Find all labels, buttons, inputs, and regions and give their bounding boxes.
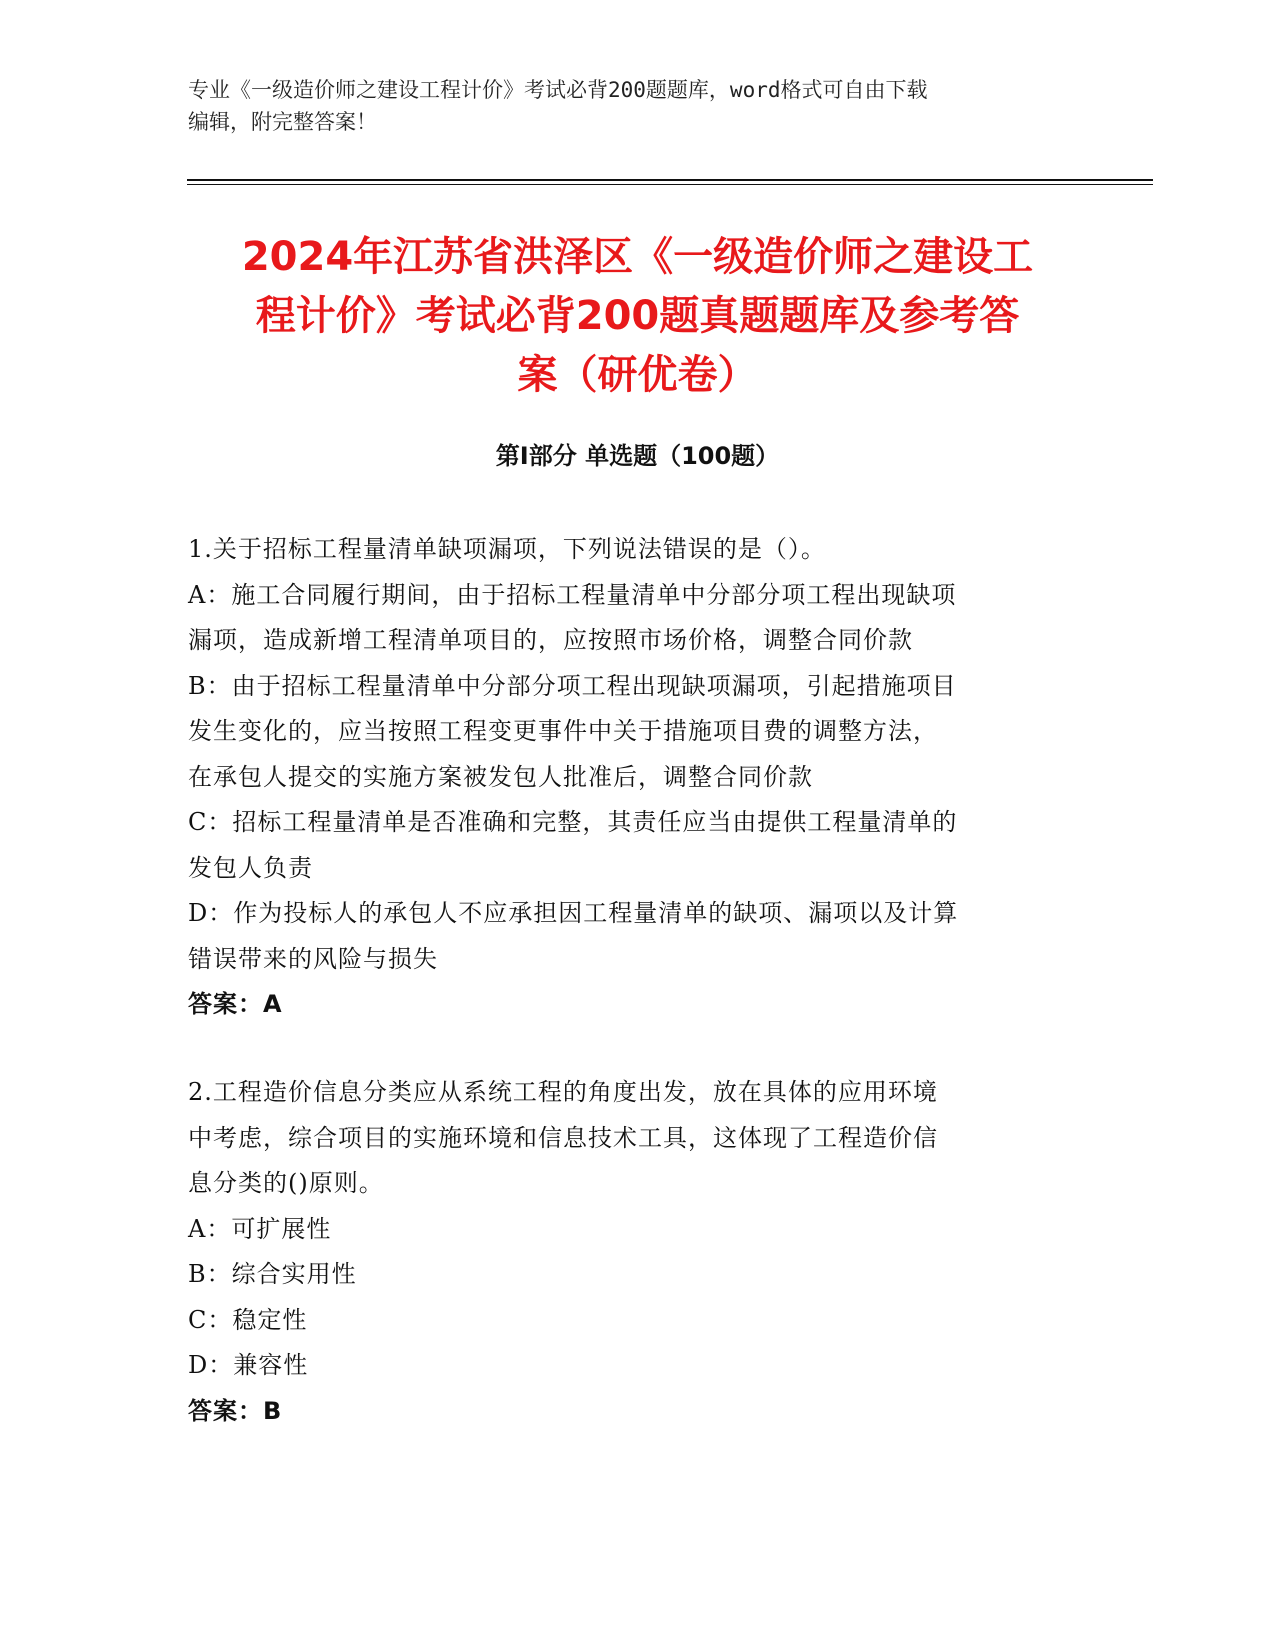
option-d-cont: 错误带来的风险与损失 (188, 944, 438, 973)
answer-label: 答案：B (188, 1396, 283, 1425)
option-c: C：招标工程量清单是否准确和完整，其责任应当由提供工程量清单的 (188, 808, 958, 836)
option-b-cont: 在承包人提交的实施方案被发包人批准后，调整合同价款 (188, 762, 813, 791)
title-line: 2024年江苏省洪泽区《一级造价师之建设工 (241, 234, 1034, 280)
title-line: 案（研优卷） (517, 352, 758, 398)
option-b-cont: 发生变化的，应当按照工程变更事件中关于措施项目费的调整方法， (188, 717, 938, 745)
option-c: C：稳定性 (188, 1305, 308, 1334)
section-heading: 第Ⅰ部分 单选题（100题） (495, 442, 780, 470)
option-a-cont: 漏项，造成新增工程清单项目的，应按照市场价格，调整合同价款 (188, 626, 913, 654)
answer-label: 答案：A (188, 990, 283, 1018)
header-divider-thick (187, 179, 1153, 181)
document-title (170, 228, 1105, 405)
header-note-line: 编辑，附完整答案！ (188, 110, 377, 134)
question-2 (188, 1070, 1088, 1434)
question-stem-cont: 息分类的()原则。 (188, 1169, 384, 1197)
option-b: B：综合实用性 (188, 1260, 357, 1288)
header-divider-thin (187, 184, 1153, 185)
option-a: A：可扩展性 (188, 1214, 332, 1243)
title-line: 程计价》考试必背200题真题题库及参考答 (255, 293, 1020, 339)
header-note (188, 74, 1088, 138)
question-stem: 2.工程造价信息分类应从系统工程的角度出发，放在具体的应用环境 (188, 1078, 938, 1106)
option-c-cont: 发包人负责 (188, 853, 313, 882)
option-a: A：施工合同履行期间，由于招标工程量清单中分部分项工程出现缺项 (188, 580, 957, 609)
header-note-line: 专业《一级造价师之建设工程计价》考试必背200题题库，word格式可自由下载 (188, 78, 928, 102)
question-1 (188, 527, 1088, 1028)
question-stem: 1.关于招标工程量清单缺项漏项，下列说法错误的是（）。 (188, 535, 826, 563)
question-stem-cont: 中考虑，综合项目的实施环境和信息技术工具，这体现了工程造价信 (188, 1123, 938, 1152)
option-b: B：由于招标工程量清单中分部分项工程出现缺项漏项，引起措施项目 (188, 671, 957, 700)
option-d: D：作为投标人的承包人不应承担因工程量清单的缺项、漏项以及计算 (188, 899, 959, 927)
option-d: D：兼容性 (188, 1351, 309, 1379)
